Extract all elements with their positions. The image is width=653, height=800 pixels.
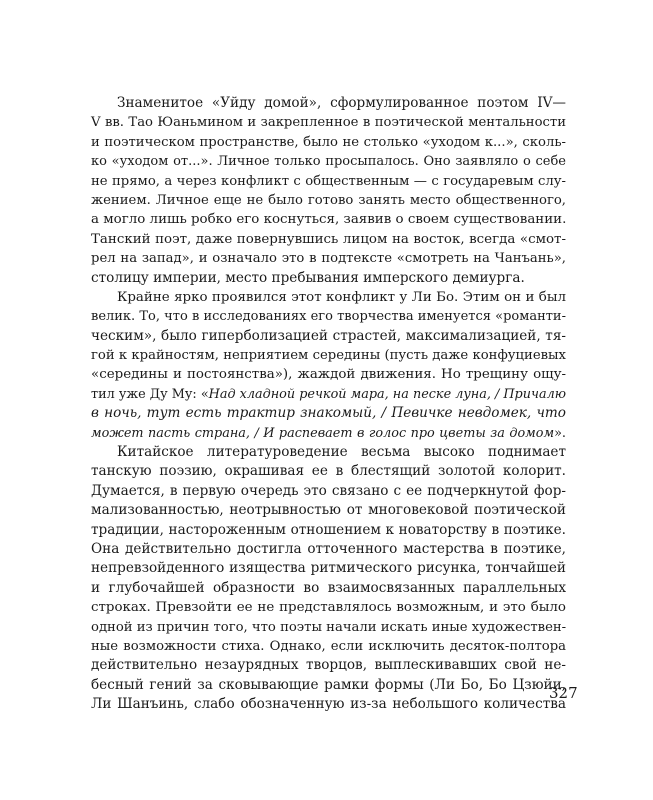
text-line: столицу империи, место пребывания имперского демиурга. bbox=[91, 269, 525, 286]
text-line: велик. То, что в исследованиях его творчества именуется «романти- bbox=[91, 309, 566, 325]
text-line: одной из причин того, что поэты начали искать иные художествен- bbox=[91, 619, 567, 635]
text-line: Китайское литературоведение весьма высоко поднимает bbox=[117, 444, 566, 461]
text-line: Знаменитое «Уйду домой», сформулированное поэтом IV— bbox=[117, 95, 566, 111]
text-line: мализованностью, неотрывностью от многовековой поэтической bbox=[91, 502, 566, 519]
text-line: ческим», было гиперболизацией страстей, максимализацией, тя- bbox=[91, 327, 566, 344]
text-line: и поэтическом пространстве, было не столько «уходом к...», сколь- bbox=[91, 134, 566, 150]
text-line: тил уже Ду Му: «Над хладной речкой мара, на песке луна, / Причалю bbox=[91, 386, 566, 402]
text-line: может пасть страна, / И распевает в голос про цветы за домом». bbox=[91, 425, 566, 441]
text-line: не прямо, а через конфликт с общественным — с государевым слу- bbox=[91, 173, 566, 189]
text-line: в ночь, тут есть трактир знакомый, / Певичке невдомек, что bbox=[91, 405, 566, 422]
text-line: Танский поэт, даже повернувшись лицом на восток, всегда «смот- bbox=[91, 231, 566, 247]
text-line: строках. Превзойти ее не представлялось возможным, и это было bbox=[91, 600, 566, 616]
text-line: Крайне ярко проявился этот конфликт у Ли Бо. Этим он и был bbox=[117, 289, 566, 305]
text-line: ко «уходом от...». Личное только просыпалось. Оно заявляло о себе bbox=[91, 154, 566, 170]
text-line: традиции, настороженным отношением к новаторству в поэтике. bbox=[91, 521, 566, 538]
body-text bbox=[91, 94, 566, 715]
text-line: а могло лишь робко его коснуться, заявив о своем существовании. bbox=[91, 212, 567, 228]
text-line: Ли Шанъинь, слабо обозначенную из-за небольшого количества bbox=[91, 696, 566, 713]
text-line: жением. Личное еще не было готово занять место общественного, bbox=[91, 192, 566, 208]
text-line: гой к крайностям, неприятием середины (пусть даже конфуциевых bbox=[91, 348, 566, 364]
text-line: бесный гений за сковывающие рамки формы (Ли Бо, Бо Цзюйи, bbox=[91, 676, 566, 693]
text-line: Думается, в первую очередь это связано с ее подчеркнутой фор- bbox=[91, 482, 566, 499]
text-line: действительно незаурядных творцов, выплескивавших свой не- bbox=[91, 657, 566, 674]
text-line: «середины и постоянства»), жаждой движения. Но трещину ощу- bbox=[91, 367, 566, 383]
page-number: 327 bbox=[549, 684, 578, 702]
text-line: танскую поэзию, окрашивая ее в блестящий золотой колорит. bbox=[91, 463, 566, 480]
text-line: Она действительно достигла отточенного мастерства в поэтике, bbox=[91, 540, 566, 557]
text-line: рел на запад», и означало это в подтексте «смотреть на Чанъань», bbox=[91, 251, 566, 267]
text-line: непревзойденного изящества ритмического рисунка, тончайшей bbox=[91, 560, 566, 577]
text-line: и глубочайшей образности во взаимосвязанных параллельных bbox=[91, 579, 566, 596]
text-line: V вв. Тао Юаньмином и закрепленное в поэтической ментальности bbox=[91, 115, 566, 131]
text-line: ные возможности стиха. Однако, если исключить десяток-полтора bbox=[91, 638, 566, 654]
